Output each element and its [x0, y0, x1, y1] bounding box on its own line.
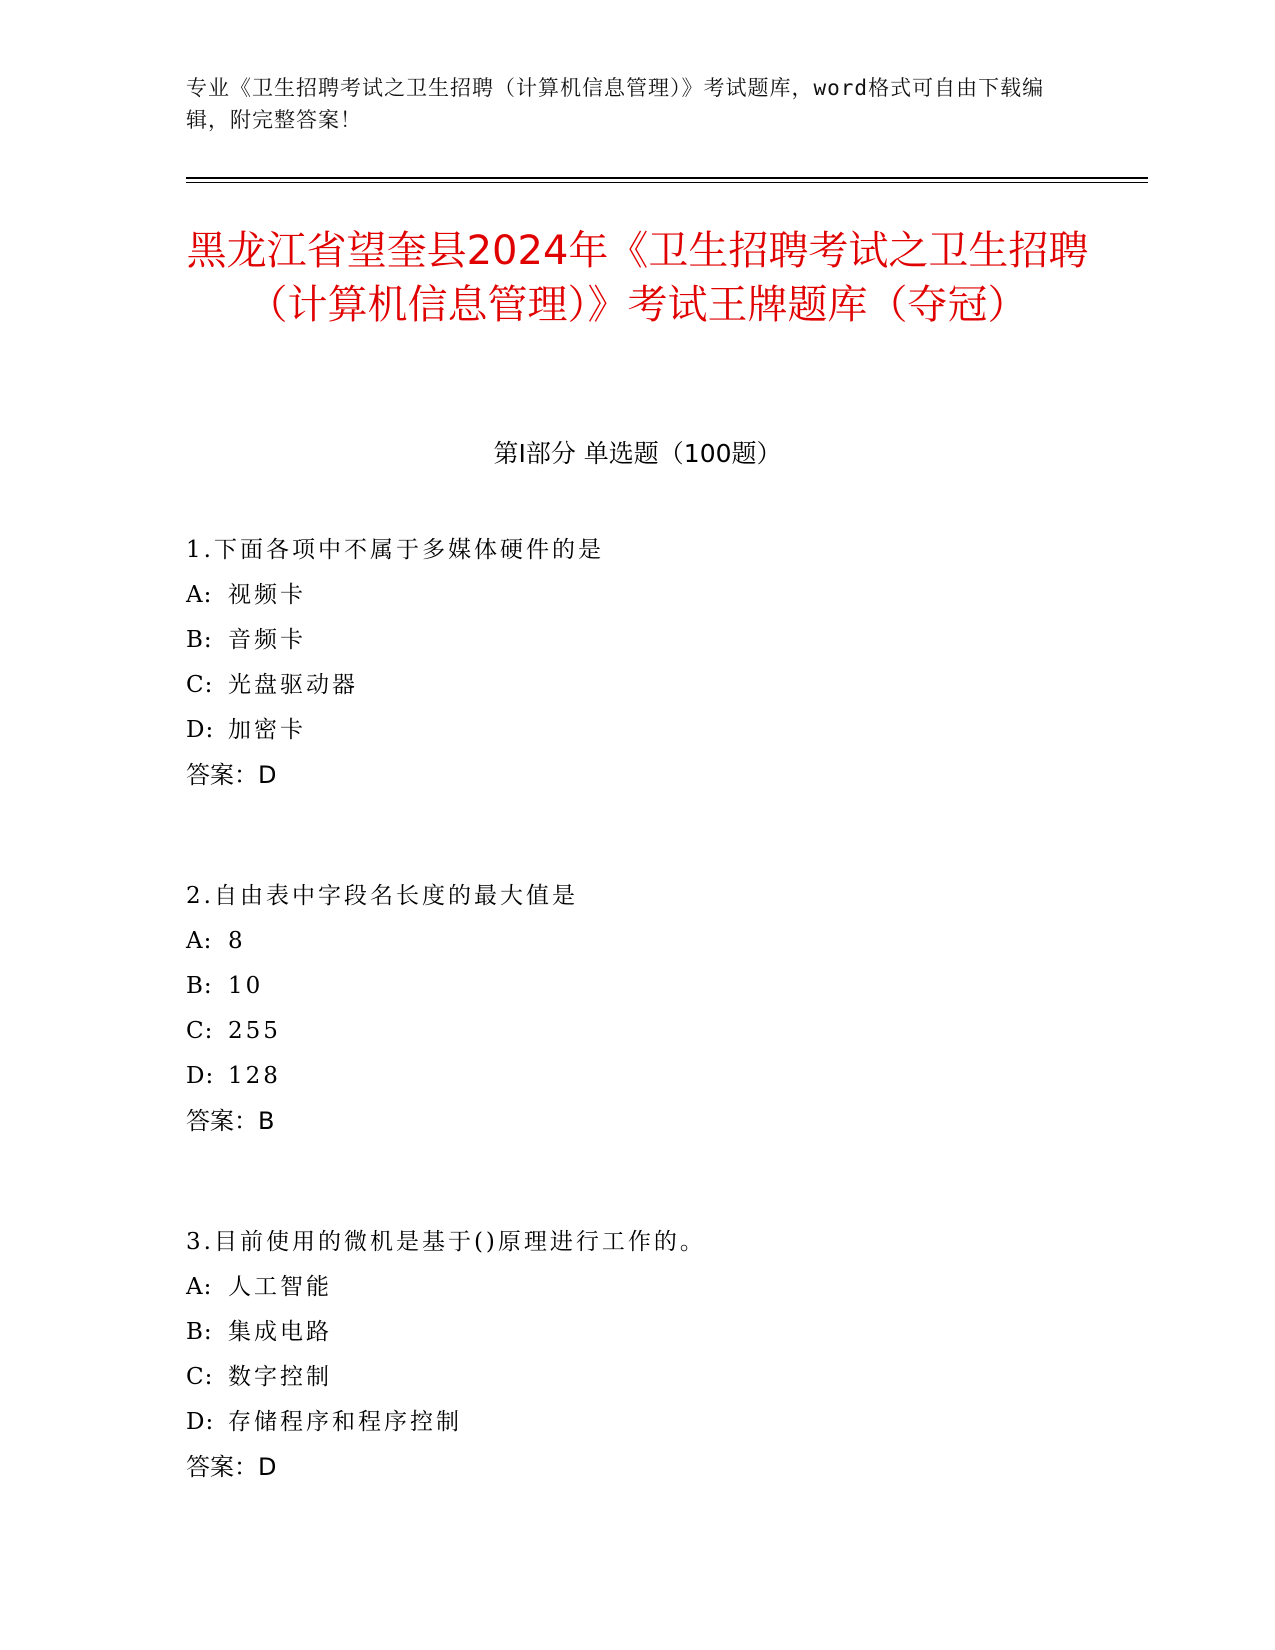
option-text: 人工智能	[228, 1274, 332, 1300]
option-key: A:	[186, 582, 213, 608]
option-d	[186, 708, 1086, 753]
option-text: 视频卡	[228, 582, 306, 608]
option-text: 集成电路	[228, 1319, 332, 1345]
question-3	[186, 1220, 1086, 1490]
option-c	[186, 1009, 1086, 1054]
answer-line: 答案：D	[186, 761, 277, 789]
option-text: 128	[228, 1063, 281, 1089]
header-rule-thick	[186, 177, 1148, 179]
option-key: C:	[186, 672, 214, 698]
option-key: B:	[186, 1319, 213, 1345]
option-key: A:	[186, 1274, 213, 1300]
option-b	[186, 1310, 1086, 1355]
option-text: 加密卡	[228, 717, 306, 743]
section-heading: 第I部分 单选题（100题）	[493, 439, 782, 468]
option-a	[186, 919, 1086, 964]
option-text: 8	[228, 928, 246, 954]
option-text: 存储程序和程序控制	[228, 1409, 462, 1435]
option-a	[186, 1265, 1086, 1310]
option-text: 数字控制	[228, 1364, 332, 1390]
option-key: A:	[186, 928, 213, 954]
question-stem: 3.目前使用的微机是基于()原理进行工作的。	[186, 1229, 706, 1255]
answer-line: 答案：D	[186, 1453, 277, 1481]
answer-line: 答案：B	[186, 1107, 275, 1135]
option-key: D:	[186, 1063, 215, 1089]
option-b	[186, 964, 1086, 1009]
question-stem: 2.自由表中字段名长度的最大值是	[186, 883, 578, 909]
option-a	[186, 573, 1086, 618]
question-1	[186, 528, 1086, 798]
option-text: 255	[228, 1018, 281, 1044]
question-2	[186, 874, 1086, 1144]
option-text: 音频卡	[228, 627, 306, 653]
option-text: 光盘驱动器	[228, 672, 358, 698]
header-note: 专业《卫生招聘考试之卫生招聘（计算机信息管理）》考试题库，word格式可自由下载编辑，附完整答案！	[186, 76, 1045, 132]
question-list	[186, 528, 1086, 1566]
option-key: B:	[186, 973, 213, 999]
option-key: D:	[186, 1409, 215, 1435]
question-stem: 1.下面各项中不属于多媒体硬件的是	[186, 537, 604, 563]
option-d	[186, 1054, 1086, 1099]
option-c	[186, 663, 1086, 708]
option-key: D:	[186, 717, 215, 743]
header-rule-thin	[186, 182, 1148, 183]
option-key: B:	[186, 627, 213, 653]
option-text: 10	[228, 973, 264, 999]
option-c	[186, 1355, 1086, 1400]
option-key: C:	[186, 1364, 214, 1390]
option-b	[186, 618, 1086, 663]
option-key: C:	[186, 1018, 214, 1044]
document-title: 黑龙江省望奎县2024年《卫生招聘考试之卫生招聘（计算机信息管理）》考试王牌题库（夺冠）	[186, 228, 1089, 328]
option-d	[186, 1400, 1086, 1445]
